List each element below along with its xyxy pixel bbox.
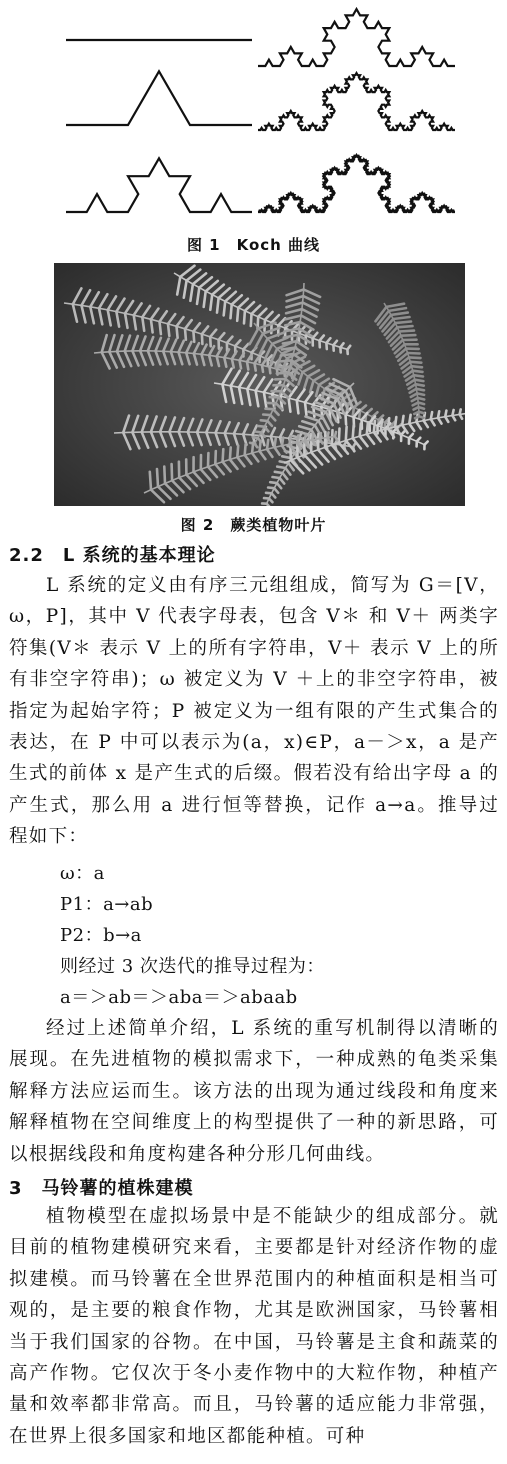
fern-leaf-photo xyxy=(54,263,465,506)
koch-iteration-4 xyxy=(258,73,455,130)
derivation-p2: P2：b→a xyxy=(60,925,142,946)
koch-curve-illustration xyxy=(0,0,507,232)
paragraph-text: 经过上述简单介绍，L 系统的重写机制得以清晰的展现。在先进植物的模拟需求下，一种成熟的龟类采集解释方法应运而生。该方法的出现为通过线段和角度来解释植物在空间维度上的构型提供了一种的新思路，可以根据线段和角度构建各种分形几何曲线。 xyxy=(9,1018,499,1165)
derivation-p1: P1：a→ab xyxy=(60,894,154,915)
section-2-2-paragraph-1 xyxy=(9,570,499,853)
derivation-omega: ω：a xyxy=(60,863,105,884)
figure-1-caption: 图 1 Koch 曲线 xyxy=(186,236,321,254)
section-3-heading: 3 马铃薯的植株建模 xyxy=(9,1178,194,1199)
derivation-iteration-result: a＝＞ab＝＞aba＝＞abaab xyxy=(60,987,298,1008)
fern-leaf-image xyxy=(54,263,465,506)
derivation-iteration-intro: 则经过 3 次迭代的推导过程为： xyxy=(60,956,325,977)
koch-iteration-2 xyxy=(66,158,252,212)
section-2-2-paragraph-2 xyxy=(9,1013,499,1170)
koch-iteration-1 xyxy=(66,71,252,125)
section-2-2-heading: 2.2 L 系统的基本理论 xyxy=(9,545,216,566)
figure-2-caption: 图 2 蕨类植物叶片 xyxy=(180,516,327,534)
derivation-block xyxy=(60,858,325,1013)
paragraph-text: L 系统的定义由有序三元组组成，简写为 G＝[V，ω，P]，其中 V 代表字母表，包含 V＊ 和 V＋ 两类字符集(V＊ 表示 V 上的所有字符串，V＋ 表示 V 上的所有非空字符串)；ω 被定义为 V ＋上的非空字符串，被指定为起始字符；P 被定义为一组有限的产生式集合的表达，在 P 中可以表示为(a，x)∈P，a－＞x，a 是产生式的前体 x 是产生式的后缀。假若没有给出字母 a 的产生式，那么用 a 进行恒等替换，记作 a→a。推导过程如下： xyxy=(9,575,499,848)
paragraph-text: 植物模型在虚拟场景中是不能缺少的组成部分。就目前的植物建模研究来看，主要都是针对经济作物的虚拟建模。而马铃薯在全世界范围内的种植面积是相当可观的，是主要的粮食作物，尤其是欧洲国家，马铃薯相当于我们国家的谷物。在中国，马铃薯是主食和蔬菜的高产作物。它仅次于冬小麦作物中的大粒作物，种植产量和效率都非常高。而且，马铃薯的适应能力非常强，在世界上很多国家和地区都能种植。可种 xyxy=(9,1206,499,1447)
section-3-paragraph xyxy=(9,1201,499,1452)
figure-1-koch-curves xyxy=(0,0,507,232)
koch-iteration-5 xyxy=(258,155,455,212)
koch-iteration-3 xyxy=(258,9,455,66)
